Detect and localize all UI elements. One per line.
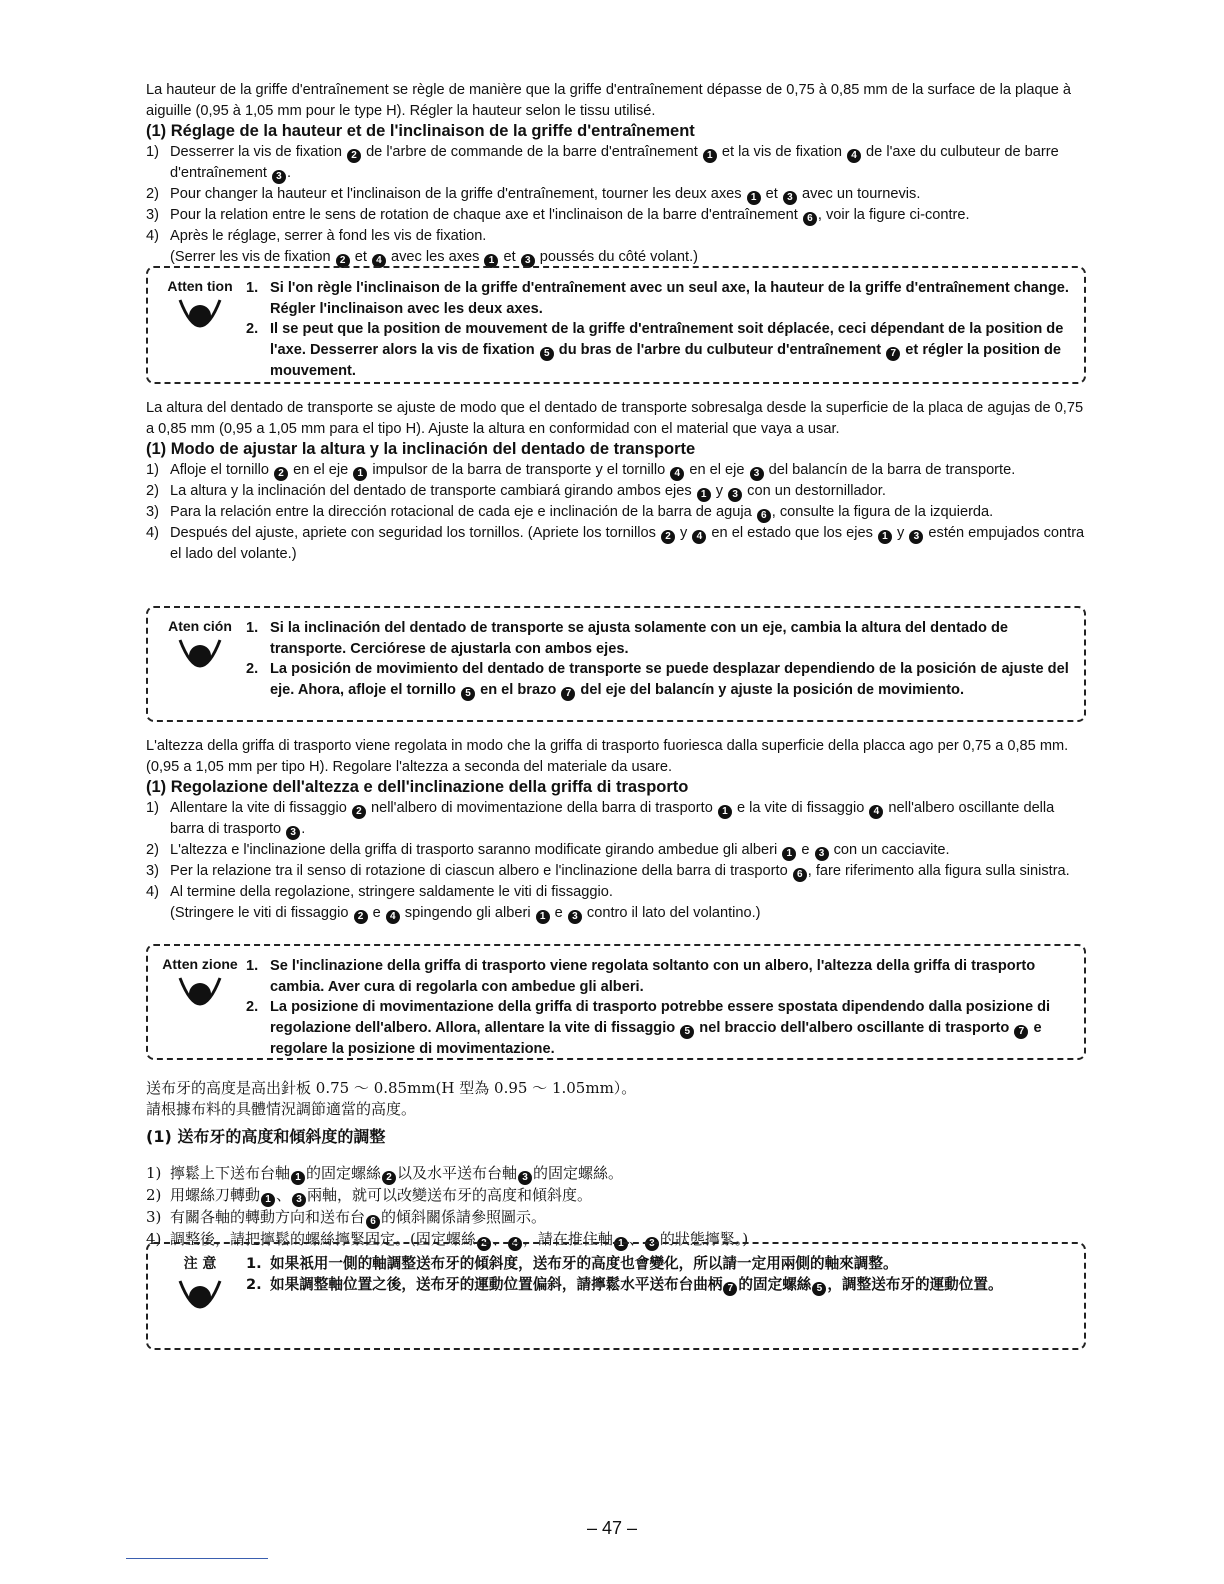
attention-badge <box>154 1254 246 1321</box>
circled-number-icon: 3 <box>645 1237 659 1251</box>
circled-number-icon: 3 <box>728 488 742 502</box>
circled-number-icon: 7 <box>886 347 900 361</box>
text-run: Il se peut que la position de mouvement de la griffe d'entraînement soit déplacée, ceci dépendant de la position de l'axe. Desserrer alors la vis de fixation <box>270 321 1064 358</box>
attention-badge <box>154 956 246 1018</box>
text-run: con un cacciavite. <box>829 842 950 858</box>
text-run: en el brazo <box>476 681 561 698</box>
text-run: e la vite di fissaggio <box>732 800 869 816</box>
italian-section <box>146 736 1086 924</box>
french-steps <box>146 142 1086 268</box>
list-item <box>146 1207 1086 1229</box>
circled-number-icon: 6 <box>803 212 817 226</box>
text-run: La posizione di movimentazione della griffa di trasporto potrebbe essere spostata dipendendo dalla posizione di regolazione dell'albero. Allora, allentare la vite di fissaggio <box>270 999 1051 1036</box>
italian-attention-box <box>146 944 1086 1060</box>
text-run: contro il lato del volantino.) <box>582 904 761 921</box>
italian-notes <box>246 956 1074 1059</box>
french-attention-box <box>146 266 1086 384</box>
text-run: con un destornillador. <box>743 483 886 499</box>
item-number: 2. <box>246 661 259 677</box>
circled-number-icon: 4 <box>386 910 400 924</box>
text-run: et <box>499 248 520 265</box>
text-run: 的傾斜關係請參照圖示。 <box>381 1208 547 1226</box>
text-run: 有關各軸的轉動方向和送布台 <box>170 1208 366 1226</box>
circled-number-icon: 2 <box>382 1171 396 1185</box>
text-run: . <box>286 165 292 181</box>
attention-badge <box>154 278 246 340</box>
text-run: 、 <box>276 1186 292 1204</box>
text-run: spingendo gli alberi <box>400 904 535 921</box>
text-run: Pour la relation entre le sens de rotation de chaque axe et l'inclinaison de la barre d'entraînement <box>170 207 802 223</box>
text-run: nell'albero di movimentazione della barra di trasporto <box>366 800 717 816</box>
circled-number-icon: 3 <box>568 910 582 924</box>
item-number: 2. <box>246 999 259 1015</box>
text-run: del balancín de la barra de transporte. <box>764 462 1016 478</box>
item-number: 1) <box>146 1164 162 1182</box>
item-number: 2) <box>146 1186 162 1204</box>
circled-number-icon: 2 <box>661 530 675 544</box>
caution-hand-icon <box>174 296 226 340</box>
text-run: avec les axes <box>386 248 484 265</box>
list-item <box>246 278 1074 319</box>
circled-number-icon: 1 <box>878 530 892 544</box>
text-run: e regolare la posizione di movimentazione. <box>270 1019 1042 1057</box>
text-run: y <box>711 483 728 499</box>
spanish-steps <box>146 460 1086 565</box>
caution-hand-icon <box>174 974 226 1018</box>
circled-number-icon: 1 <box>261 1193 275 1207</box>
item-number: 3) <box>146 504 159 520</box>
item-number: 3) <box>146 863 159 879</box>
circled-number-icon: 1 <box>718 805 732 819</box>
text-run: 擰鬆上下送布台軸 <box>170 1164 291 1182</box>
circled-number-icon: 2 <box>347 149 361 163</box>
item-number: 1) <box>146 800 159 816</box>
circled-number-icon: 3 <box>815 847 829 861</box>
circled-number-icon: 1 <box>484 254 498 268</box>
chinese-intro-line1: 送布牙的高度是高出針板 0.75 ～ 0.85mm(H 型為 0.95 ～ 1.05mm）。 <box>146 1079 637 1097</box>
text-run: , voir la figure ci-contre. <box>817 207 970 223</box>
text-run: Pour changer la hauteur et l'inclinaison de la griffe d'entraînement, tourner les deux axes <box>170 186 746 202</box>
text-run: . <box>301 821 306 837</box>
circled-number-icon: 1 <box>747 191 761 205</box>
circled-number-icon: 4 <box>869 805 883 819</box>
list-item <box>146 1163 1086 1185</box>
circled-number-icon: 5 <box>680 1025 694 1039</box>
attention-label: Atten zione <box>162 956 238 972</box>
text-run: 的固定螺絲。 <box>533 1164 624 1182</box>
list-item <box>246 618 1074 659</box>
item-number: 4) <box>146 1230 162 1248</box>
text-run: nell'albero oscillante della barra di trasporto <box>170 800 1055 837</box>
circled-number-icon: 3 <box>909 530 923 544</box>
spanish-heading: (1) Modo de ajustar la altura y la inclinación del dentado de transporte <box>146 440 696 458</box>
french-heading: (1) Réglage de la hauteur et de l'inclinaison de la griffe d'entraînement <box>146 122 695 140</box>
list-item <box>246 956 1074 997</box>
item-number: 3) <box>146 207 159 223</box>
chinese-intro-line2: 請根據布料的具體情況調節適當的高度。 <box>146 1099 417 1118</box>
circled-number-icon: 3 <box>521 254 535 268</box>
item-number: 4) <box>146 884 159 900</box>
text-run: impulsor de la barra de transporte y el tornillo <box>368 462 670 478</box>
list-item <box>146 861 1086 882</box>
text-run: e <box>368 904 385 921</box>
item-number: 1. <box>246 958 259 974</box>
text-run: Después del ajuste, apriete con seguridad los tornillos. (Apriete los tornillos <box>170 525 660 541</box>
list-item <box>146 502 1086 523</box>
list-item <box>246 1275 1074 1296</box>
text-run: et la vis de fixation <box>717 144 846 160</box>
circled-number-icon: 3 <box>286 826 300 840</box>
item-number: 1) <box>146 462 159 478</box>
list-item <box>246 1254 1074 1275</box>
circled-number-icon: 3 <box>783 191 797 205</box>
caution-hand-icon <box>174 1277 226 1321</box>
circled-number-icon: 4 <box>670 467 684 481</box>
text-run: Desserrer la vis de fixation <box>170 144 347 160</box>
item-number: 1. <box>246 280 259 296</box>
item-number: 4) <box>146 228 159 244</box>
french-notes <box>246 278 1074 381</box>
text-run: nel braccio dell'albero oscillante di trasporto <box>695 1019 1014 1036</box>
text-run: et régler la position de mouvement. <box>270 341 1061 379</box>
text-run: et <box>761 186 782 202</box>
text-run: Para la relación entre la dirección rotacional de cada eje e inclinación de la barra de aguja <box>170 504 756 520</box>
circled-number-icon: 1 <box>703 149 717 163</box>
circled-number-icon: 6 <box>793 868 807 882</box>
chinese-steps <box>146 1163 1086 1251</box>
spanish-section <box>146 398 1086 565</box>
list-item <box>146 226 1086 268</box>
list-item <box>146 460 1086 481</box>
text-run: y <box>675 525 692 541</box>
text-run: en el estado que los ejes <box>707 525 877 541</box>
text-run: L'altezza e l'inclinazione della griffa di trasporto saranno modificate girando ambedue gli alberi <box>170 842 782 858</box>
list-item <box>146 142 1086 184</box>
text-run: de l'arbre de commande de la barre d'entraînement <box>362 144 702 160</box>
text-run: e <box>797 842 814 858</box>
list-item <box>146 798 1086 840</box>
circled-number-icon: 4 <box>372 254 386 268</box>
list-item <box>146 205 1086 226</box>
item-number: 3) <box>146 1208 162 1226</box>
text-run: 調整後，請把擰鬆的螺絲擰緊固定。(固定螺絲 <box>170 1230 476 1248</box>
text-run: Se l'inclinazione della griffa di trasporto viene regolata soltanto con un albero, l'altezza della griffa di trasporto cambia. Aver cura di regolarla con ambedue gli alberi. <box>270 958 1036 995</box>
item-number: 2. <box>246 321 259 337</box>
circled-number-icon: 4 <box>847 149 861 163</box>
caution-hand-icon <box>174 636 226 680</box>
text-run: Allentare la vite di fissaggio <box>170 800 351 816</box>
text-run: , consulte la figura de la izquierda. <box>771 504 994 520</box>
text-run: Si l'on règle l'inclinaison de la griffe d'entraînement avec un seul axe, la hauteur de la griffe d'entraînement change. Régler l'inclinaison avec les deux axes. <box>270 280 1069 317</box>
list-item <box>146 840 1086 861</box>
circled-number-icon: 2 <box>477 1237 491 1251</box>
list-item <box>146 1185 1086 1207</box>
italian-steps <box>146 798 1086 924</box>
circled-number-icon: 5 <box>812 1282 826 1296</box>
circled-number-icon: 3 <box>292 1193 306 1207</box>
text-run: Afloje el tornillo <box>170 462 274 478</box>
item-number: 2. <box>246 1275 262 1293</box>
text-run: poussés du côté volant.) <box>535 248 698 265</box>
text-run: 、 <box>491 1230 507 1248</box>
circled-number-icon: 1 <box>782 847 796 861</box>
text-run: La posición de movimiento del dentado de transporte se puede desplazar dependiendo de la posición de ajuste del eje. Ahora, afloje el tornillo <box>270 661 1069 698</box>
spanish-notes <box>246 618 1074 701</box>
list-item <box>246 319 1074 381</box>
spanish-attention-box <box>146 606 1086 722</box>
circled-number-icon: 6 <box>366 1215 380 1229</box>
circled-number-icon: 3 <box>272 170 286 184</box>
list-item <box>246 659 1074 701</box>
text-run: La altura y la inclinación del dentado de transporte cambiará girando ambos ejes <box>170 483 696 499</box>
list-item <box>146 523 1086 565</box>
circled-number-icon: 1 <box>291 1171 305 1185</box>
text-run: , fare riferimento alla figura sulla sinistra. <box>807 863 1070 879</box>
text-run: Per la relazione tra il senso di rotazione di ciascun albero e l'inclinazione della barra di trasporto <box>170 863 792 879</box>
text-run: ，調整送布牙的運動位置。 <box>827 1275 1003 1293</box>
item-number: 1. <box>246 1255 262 1272</box>
text-run: 如果調整軸位置之後，送布牙的運動位置偏斜，請擰鬆水平送布台曲柄 <box>270 1275 723 1293</box>
attention-label: Atten tion <box>167 278 233 294</box>
circled-number-icon: 3 <box>518 1171 532 1185</box>
circled-number-icon: 3 <box>750 467 764 481</box>
text-run: 的固定螺絲 <box>306 1164 382 1182</box>
text-run: e <box>550 904 567 921</box>
item-number: 4) <box>146 525 159 541</box>
circled-number-icon: 4 <box>692 530 706 544</box>
circled-number-icon: 2 <box>336 254 350 268</box>
circled-number-icon: 7 <box>1014 1025 1028 1039</box>
item-number: 2) <box>146 186 159 202</box>
attention-label: 注 意 <box>183 1256 217 1272</box>
text-run: et <box>350 248 371 265</box>
chinese-heading: (1) 送布牙的高度和傾斜度的調整 <box>146 1127 386 1146</box>
list-item <box>246 997 1074 1059</box>
text-run: 兩軸，就可以改變送布牙的高度和傾斜度。 <box>307 1186 593 1204</box>
list-item <box>146 184 1086 205</box>
circled-number-icon: 1 <box>536 910 550 924</box>
circled-number-icon: 2 <box>274 467 288 481</box>
list-item <box>146 882 1086 924</box>
circled-number-icon: 7 <box>723 1282 737 1296</box>
chinese-section <box>146 1078 1086 1251</box>
circled-number-icon: 1 <box>697 488 711 502</box>
attention-label: Aten ción <box>168 618 232 634</box>
italian-heading: (1) Regolazione dell'altezza e dell'inclinazione della griffa di trasporto <box>146 778 689 796</box>
circled-number-icon: 5 <box>461 687 475 701</box>
text-run: avec un tournevis. <box>797 186 921 202</box>
circled-number-icon: 2 <box>352 805 366 819</box>
spanish-intro: La altura del dentado de transporte se ajuste de modo que el dentado de transporte sobresalga desde la superficie de la placa de agujas de 0,75 a 0,85 mm (0,95 a 1,05 mm para el tipo H). Ajuste la altura en conformidad con el material que vaya a usar. <box>146 400 1084 437</box>
text-run: en el eje <box>685 462 749 478</box>
italian-intro: L'altezza della griffa di trasporto viene regolata in modo che la griffa di trasporto fuoriesca dalla superficie della placca ago per 0,75 a 0,85 mm. (0,95 a 1,05 mm per tipo H). Regolare l'altezza a seconda del materiale da usare. <box>146 738 1069 775</box>
footer-rule <box>126 1558 268 1559</box>
chinese-notes <box>246 1254 1074 1296</box>
circled-number-icon: 4 <box>508 1237 522 1251</box>
french-intro: La hauteur de la griffe d'entraînement se règle de manière que la griffe d'entraînement dépasse de 0,75 à 0,85 mm de la surface de la plaque à aiguille (0,95 à 1,05 mm pour le type H). Régler la hauteur selon le tissu utilisé. <box>146 82 1072 119</box>
item-number: 2) <box>146 483 159 499</box>
text-run: del eje del balancín y ajuste la posición de movimiento. <box>576 681 965 698</box>
item-number: 1. <box>246 620 259 636</box>
list-item <box>146 481 1086 502</box>
attention-badge <box>154 618 246 680</box>
text-run: y <box>892 525 909 541</box>
text-run: de l'axe du culbuteur de barre d'entraînement <box>170 144 1059 181</box>
circled-number-icon: 1 <box>353 467 367 481</box>
circled-number-icon: 7 <box>561 687 575 701</box>
text-run: Si la inclinación del dentado de transporte se ajusta solamente con un eje, cambia la altura del dentado de transporte. Cerciórese de ajustarla con ambos ejes. <box>270 620 1008 657</box>
circled-number-icon: 5 <box>540 347 554 361</box>
text-run: du bras de l'arbre du culbuteur d'entraînement <box>554 341 886 358</box>
text-run: 的固定螺絲 <box>738 1275 812 1293</box>
item-number: 1) <box>146 144 159 160</box>
text-run: 如果祇用一側的軸調整送布牙的傾斜度，送布牙的高度也會變化，所以請一定用兩側的軸來調整。 <box>270 1255 898 1272</box>
text-run: Al termine della regolazione, stringere saldamente le viti di fissaggio. (Stringere le viti di fissaggio <box>170 884 613 921</box>
page-number: – 47 – <box>586 1518 638 1538</box>
text-run: 以及水平送布台軸 <box>397 1164 518 1182</box>
circled-number-icon: 6 <box>757 509 771 523</box>
text-run: Après le réglage, serrer à fond les vis de fixation. (Serrer les vis de fixation <box>170 228 487 265</box>
text-run: en el eje <box>289 462 353 478</box>
chinese-attention-box <box>146 1242 1086 1350</box>
french-section <box>146 80 1086 268</box>
text-run: 用螺絲刀轉動 <box>170 1186 261 1204</box>
circled-number-icon: 1 <box>614 1237 628 1251</box>
text-run: ，請在推住軸 <box>522 1230 613 1248</box>
item-number: 2) <box>146 842 159 858</box>
text-run: 的狀態擰緊。) <box>659 1230 749 1248</box>
text-run: estén empujados contra el lado del volante.) <box>170 525 1085 562</box>
circled-number-icon: 2 <box>354 910 368 924</box>
text-run: 、 <box>628 1230 644 1248</box>
